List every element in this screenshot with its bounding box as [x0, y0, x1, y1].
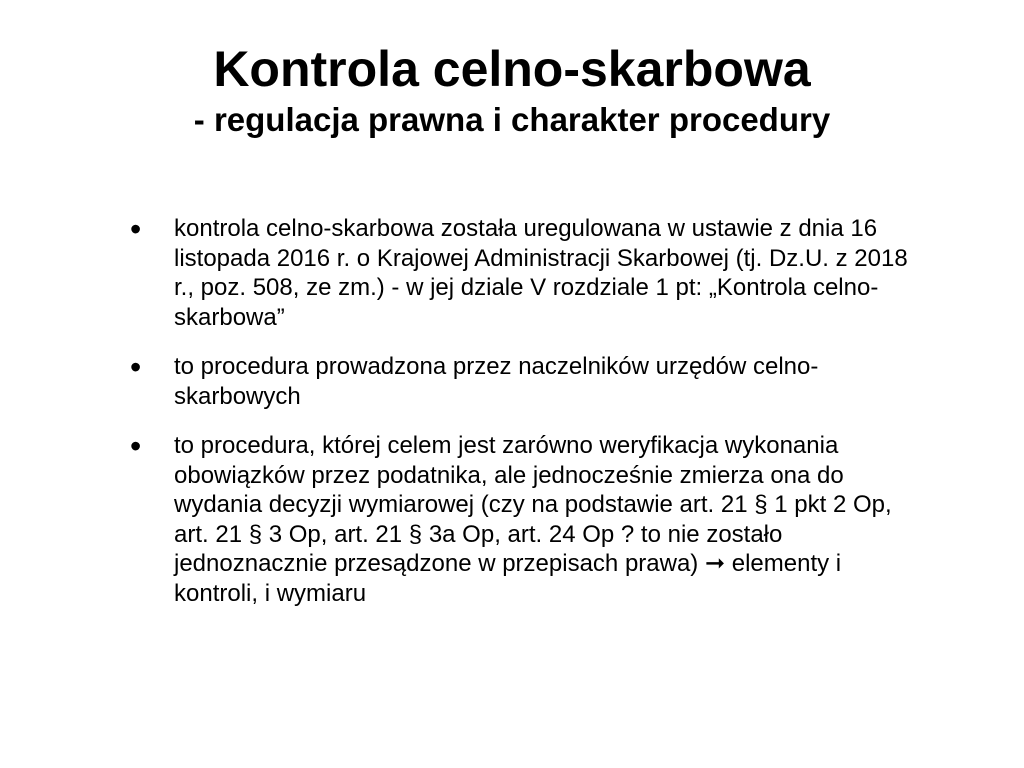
bullet-item-purpose	[0, 428, 924, 608]
bullet-dot-icon: •	[130, 428, 142, 464]
bullet-item-legal-basis	[0, 211, 924, 332]
slide-subtitle: - regulacja prawna i charakter procedury	[193, 101, 831, 138]
bullet-list	[0, 211, 1024, 628]
bullet-text: kontrola celno-skarbowa została uregulowana w ustawie z dnia 16 listopada 2016 r. o Krajowej Administracji Skarbowej (tj. Dz.U. z 2018 r., poz. 508, ze zm.) - w jej dziale V rozdziale 1 pt: „Kontrola celno-skarbowa”	[174, 215, 908, 331]
title-block	[0, 38, 1024, 140]
bullet-item-conducted-by	[0, 349, 924, 411]
bullet-dot-icon: •	[130, 349, 142, 385]
bullet-text: to procedura, której celem jest zarówno weryfikacja wykonania obowiązków przez podatnika, ale jednocześnie zmierza ona do wydania decyzji wymiarowej (czy na podstawie art. 21 § 1 pkt 2 Op, art. 21 § 3 Op, art. 21 § 3a Op, art. 24 Op ? to nie zostało jednoznacznie przesądzone w przepisach prawa) ➞ elementy i kontroli, i wymiaru	[174, 432, 892, 607]
bullet-text: to procedura prowadzona przez naczelników urzędów celno-skarbowych	[174, 353, 819, 410]
bullet-dot-icon: •	[130, 211, 142, 247]
slide-title: Kontrola celno-skarbowa	[213, 41, 811, 97]
